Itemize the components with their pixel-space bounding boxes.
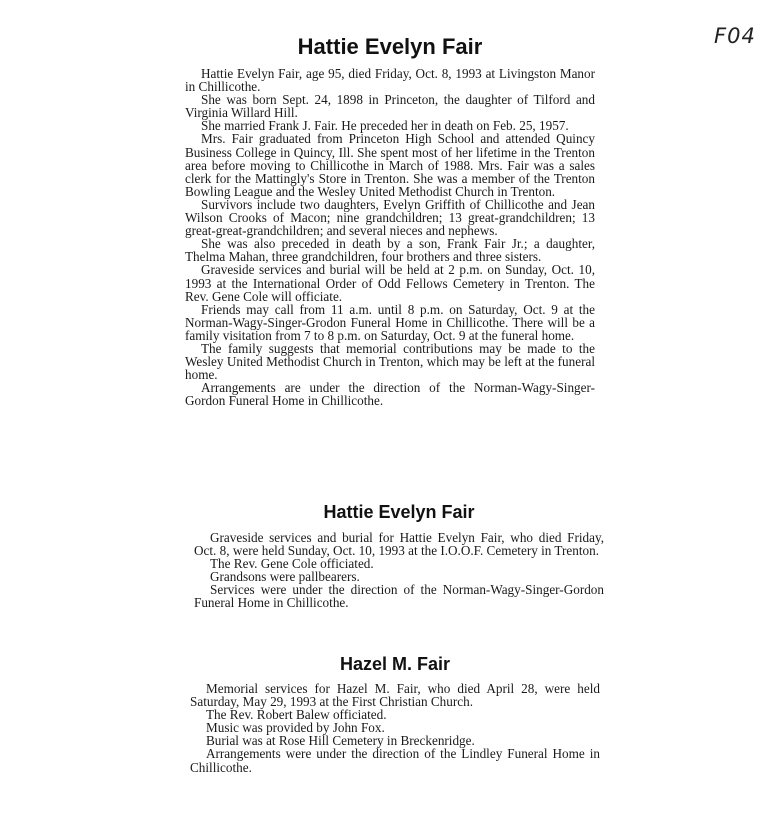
obituary-heading: Hattie Evelyn Fair xyxy=(297,34,483,59)
obituary-paragraph: She was also preceded in death by a son, Frank Fair Jr.; a daughter, Thelma Mahan, three grandchildren, four brothers and three sisters. xyxy=(185,236,595,265)
obituary-hattie-evelyn-fair-services xyxy=(194,502,604,610)
obituary-paragraph: Hattie Evelyn Fair, age 95, died Friday, Oct. 8, 1993 at Livingston Manor in Chillicothe. xyxy=(185,66,595,95)
obituary-paragraph: The Rev. Gene Cole officiated. xyxy=(210,556,374,572)
obituary-paragraph: She married Frank J. Fair. He preceded her in death on Feb. 25, 1957. xyxy=(201,118,569,134)
obituary-paragraph: Mrs. Fair graduated from Princeton High School and attended Quincy Business College in Quincy, Ill. She spent most of her lifetime in the Trenton area before moving to Chillicothe in March of 1988. Mrs. Fair was a sales clerk for the Mattingly's Store in Trenton. She was a member of the Trenton Bowling League and the Wesley United Methodist Church in Trenton. xyxy=(185,131,595,199)
obituary-hazel-m-fair xyxy=(190,654,600,774)
obituary-paragraph: Graveside services and burial for Hattie Evelyn Fair, who died Friday, Oct. 8, were held Sunday, Oct. 10, 1993 at the I.O.O.F. Cemetery in Trenton. xyxy=(194,530,604,559)
obituary-paragraph: Friends may call from 11 a.m. until 8 p.m. on Saturday, Oct. 9 at the Norman-Wagy-Singer-Grodon Funeral Home in Chillicothe. There will be a family visitation from 7 to 8 p.m. on Saturday, Oct. 9 at the funeral home. xyxy=(185,301,595,343)
obituary-heading: Hattie Evelyn Fair xyxy=(323,502,475,522)
obituary-hattie-evelyn-fair-full xyxy=(185,34,595,407)
obituary-paragraph: The Rev. Robert Balew officiated. xyxy=(206,707,387,723)
obituary-paragraph: Music was provided by John Fox. xyxy=(206,720,385,736)
obituary-paragraph: Services were under the direction of the Norman-Wagy-Singer-Gordon Funeral Home in Chillicothe. xyxy=(194,582,604,611)
obituary-paragraph: Survivors include two daughters, Evelyn Griffith of Chillicothe and Jean Wilson Crooks of Macon; nine grandchildren; 13 great-grandchildren; 13 great-great-grandchildren; and several nieces and nephews. xyxy=(185,196,595,239)
obituary-paragraph: The family suggests that memorial contributions may be made to the Wesley United Methodist Church in Trenton, which may be left at the funeral home. xyxy=(185,340,595,383)
obituary-paragraph: Arrangements are under the direction of the Norman-Wagy-Singer-Gordon Funeral Home in Chillicothe. xyxy=(185,380,595,409)
handwritten-file-code: F04 xyxy=(714,24,756,48)
obituary-paragraph: Memorial services for Hazel M. Fair, who died April 28, were held Saturday, May 29, 1993 at the First Christian Church. xyxy=(190,681,600,710)
obituary-paragraph: She was born Sept. 24, 1898 in Princeton, the daughter of Tilford and Virginia Willard Hill. xyxy=(185,92,595,121)
obituary-paragraph: Graveside services and burial will be held at 2 p.m. on Sunday, Oct. 10, 1993 at the International Order of Odd Fellows Cemetery in Trenton. The Rev. Gene Cole will officiate. xyxy=(185,262,595,304)
obituary-heading: Hazel M. Fair xyxy=(339,654,451,674)
obituary-paragraph: Grandsons were pallbearers. xyxy=(210,569,360,585)
obituary-paragraph: Arrangements were under the direction of the Lindley Funeral Home in Chillicothe. xyxy=(190,746,600,775)
obituary-paragraph: Burial was at Rose Hill Cemetery in Breckenridge. xyxy=(206,733,475,749)
